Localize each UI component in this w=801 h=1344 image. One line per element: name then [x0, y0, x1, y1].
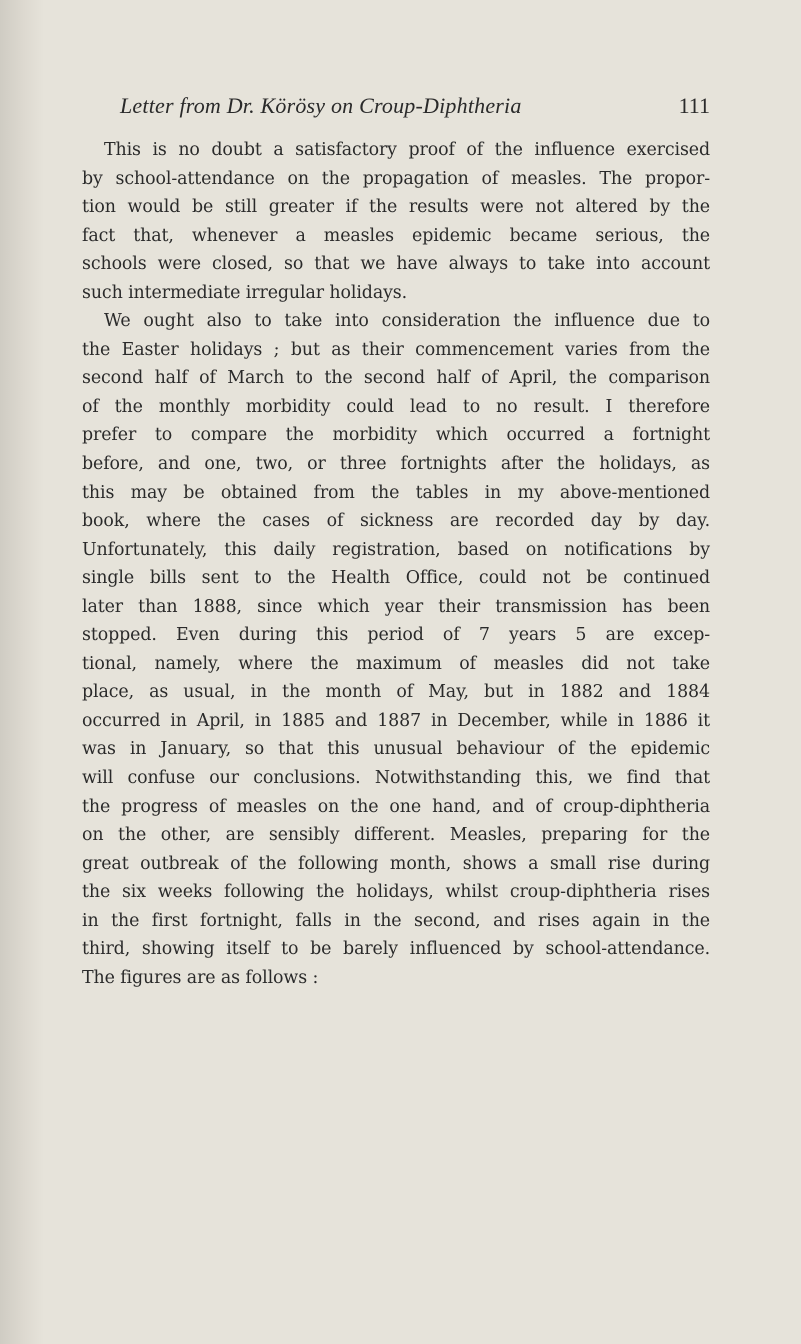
paragraph-2-line: the progress of measles on the one hand, and of croup-diphtheria — [82, 796, 710, 817]
paragraph-2-line: great outbreak of the following month, shows a small rise during — [82, 853, 710, 874]
paragraph-2-line: third, showing itself to be barely influenced by school-attendance. — [82, 939, 710, 960]
paragraph-2-line: the Easter holidays ; but as their commencement varies from the — [82, 339, 710, 360]
paragraph-2-line: second half of March to the second half of April, the comparison — [82, 368, 710, 389]
paragraph-2-line: We ought also to take into consideration the influence due to — [104, 311, 710, 332]
paragraph-1-line: schools were closed, so that we have always to take into account — [82, 254, 710, 275]
running-head — [120, 91, 710, 121]
paragraph-2-line: later than 1888, since which year their transmission has been — [82, 596, 710, 617]
paragraph-2-line: the six weeks following the holidays, whilst croup-diphtheria rises — [82, 882, 710, 903]
paragraph-1-line: tion would be still greater if the results were not altered by the — [82, 197, 710, 218]
paragraph-2-line: was in January, so that this unusual behaviour of the epidemic — [82, 739, 710, 760]
paragraph-2-line: Unfortunately, this daily registration, based on notifications by — [82, 539, 710, 560]
paragraph-1-line: such intermediate irregular holidays. — [82, 282, 408, 303]
paragraph-2-line: will confuse our conclusions. Notwithstanding this, we find that — [82, 768, 710, 789]
paragraph-1-line: This is no doubt a satisfactory proof of the influence exercised — [104, 140, 710, 160]
paragraph-1-line: fact that, whenever a measles epidemic became serious, the — [82, 225, 710, 246]
paragraph-1-line: by school-attendance on the propagation of measles. The propor- — [82, 168, 710, 189]
paragraph-2-line: single bills sent to the Health Office, could not be continued — [82, 568, 710, 589]
paragraph-2-line: this may be obtained from the tables in my above-mentioned — [82, 482, 710, 503]
paragraph-2-line: occurred in April, in 1885 and 1887 in December, while in 1886 it — [82, 710, 710, 731]
paragraph-2-line: stopped. Even during this period of 7 years 5 are excep- — [82, 625, 710, 646]
paragraph-2-line: of the monthly morbidity could lead to no result. I therefore — [82, 396, 710, 417]
paragraph-2-line: place, as usual, in the month of May, but in 1882 and 1884 — [82, 682, 710, 703]
body-text — [82, 136, 710, 992]
paragraph-2-line: The figures are as follows : — [82, 967, 319, 988]
paragraph-2-line: before, and one, two, or three fortnights after the holidays, as — [82, 454, 710, 475]
paragraph-2-line: book, where the cases of sickness are recorded day by day. — [82, 511, 710, 532]
page-number: 111 — [678, 93, 710, 118]
paragraph-2-line: in the first fortnight, falls in the second, and rises again in the — [82, 910, 710, 931]
paragraph-2-line: tional, namely, where the maximum of measles did not take — [82, 653, 710, 674]
paragraph-2-line: prefer to compare the morbidity which occurred a fortnight — [82, 425, 710, 446]
paragraph-2-line: on the other, are sensibly different. Measles, preparing for the — [82, 825, 710, 846]
running-title: Letter from Dr. Körösy on Croup-Diphtheria — [120, 93, 522, 118]
